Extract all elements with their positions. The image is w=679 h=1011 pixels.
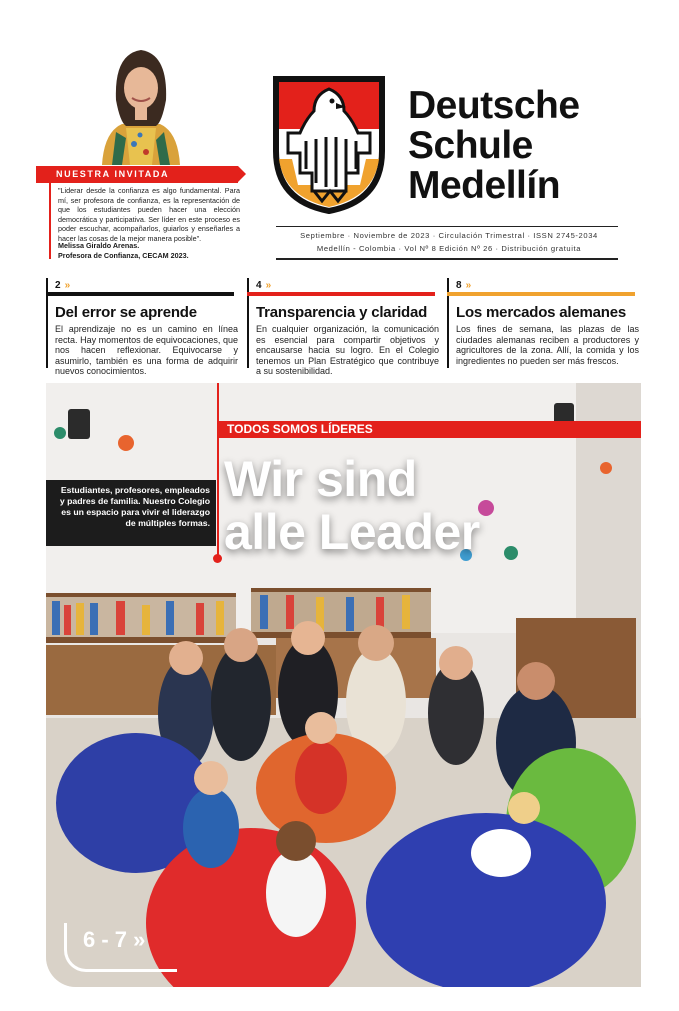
cover-headline-line-1: Wir sind [224,451,417,507]
guest-quote: "Liderar desde la confianza es algo fundamental. Para mí, ser profesora de confianza, es la representación de que los estudiantes pueden hacer una elección democrática y participativa. Ser líder en este proceso es poder escuchar, acompañarlos, guiarlos y enseñarles a hacer las cosas de la mejor manera posible". [58,186,240,243]
kicker-dot [213,554,222,563]
masthead-line-3: Medellín [408,164,561,207]
masthead-line-1: Deutsche [408,84,580,127]
teaser-title[interactable]: Transparencia y claridad [256,304,428,321]
teaser-body: El aprendizaje no es un camino en línea recta. Hay momentos de equivocaciones, que nos hacen reflexionar. Equivocarse y asumirlo, también es una forma de adquirir nuevos conocimientos. [55,324,238,377]
masthead-rule-bottom [276,258,618,260]
pages-link[interactable]: 6 - 7 » [83,927,146,952]
guest-name: Melissa Giraldo Arenas. [58,241,140,250]
pages-badge[interactable] [64,923,177,972]
issue-info-line-1: Septiembre · Noviembre de 2023 · Circulación Trimestral · ISSN 2745-2034 [300,231,598,240]
teaser-body: Los fines de semana, las plazas de las ciudades alemanas reciben a productores y agricultores de la zona. Allí, la comida y los ingredientes no pueden ser más frescos. [456,324,639,366]
school-crest-logo [270,73,388,214]
teaser-page-number: 8 » [456,280,472,291]
guest-label: NUESTRA INVITADA [36,166,238,183]
teaser-title[interactable]: Los mercados alemanes [456,304,627,321]
guest-role: Profesora de Confianza, CECAM 2023. [58,251,189,260]
teaser-page-number: 4 » [256,280,272,291]
teaser-color-bar [447,292,635,296]
guest-portrait [82,40,200,165]
teaser-color-bar [46,292,234,296]
cover-headline-line-2: alle Leader [224,504,480,560]
teaser-body: En cualquier organización, la comunicación es esencial para compartir objetivos y encausarse hacia su logro. En el Colegio tenemos un Plan Estratégico que contribuye a su sostenibilidad. [256,324,439,377]
teaser-page-number: 2 » [55,280,71,291]
cover-side-note: Estudiantes, profesores, empleados y padres de familia. Nuestro Colegio es un espacio para vivir el liderazgo de múltiples formas. [46,480,216,546]
cover-photo [46,383,641,987]
teaser-color-bar [247,292,435,296]
kicker-rule [217,383,219,559]
teaser-title[interactable]: Del error se aprende [55,304,197,321]
cover-kicker: TODOS SOMOS LÍDERES [217,421,641,438]
masthead-rule-top [276,226,618,227]
issue-info-line-2: Medellín - Colombia · Vol Nº 8 Edición Nº 26 · Distribución gratuita [316,244,582,253]
guest-divider [49,183,51,259]
masthead-line-2: Schule [408,124,533,167]
